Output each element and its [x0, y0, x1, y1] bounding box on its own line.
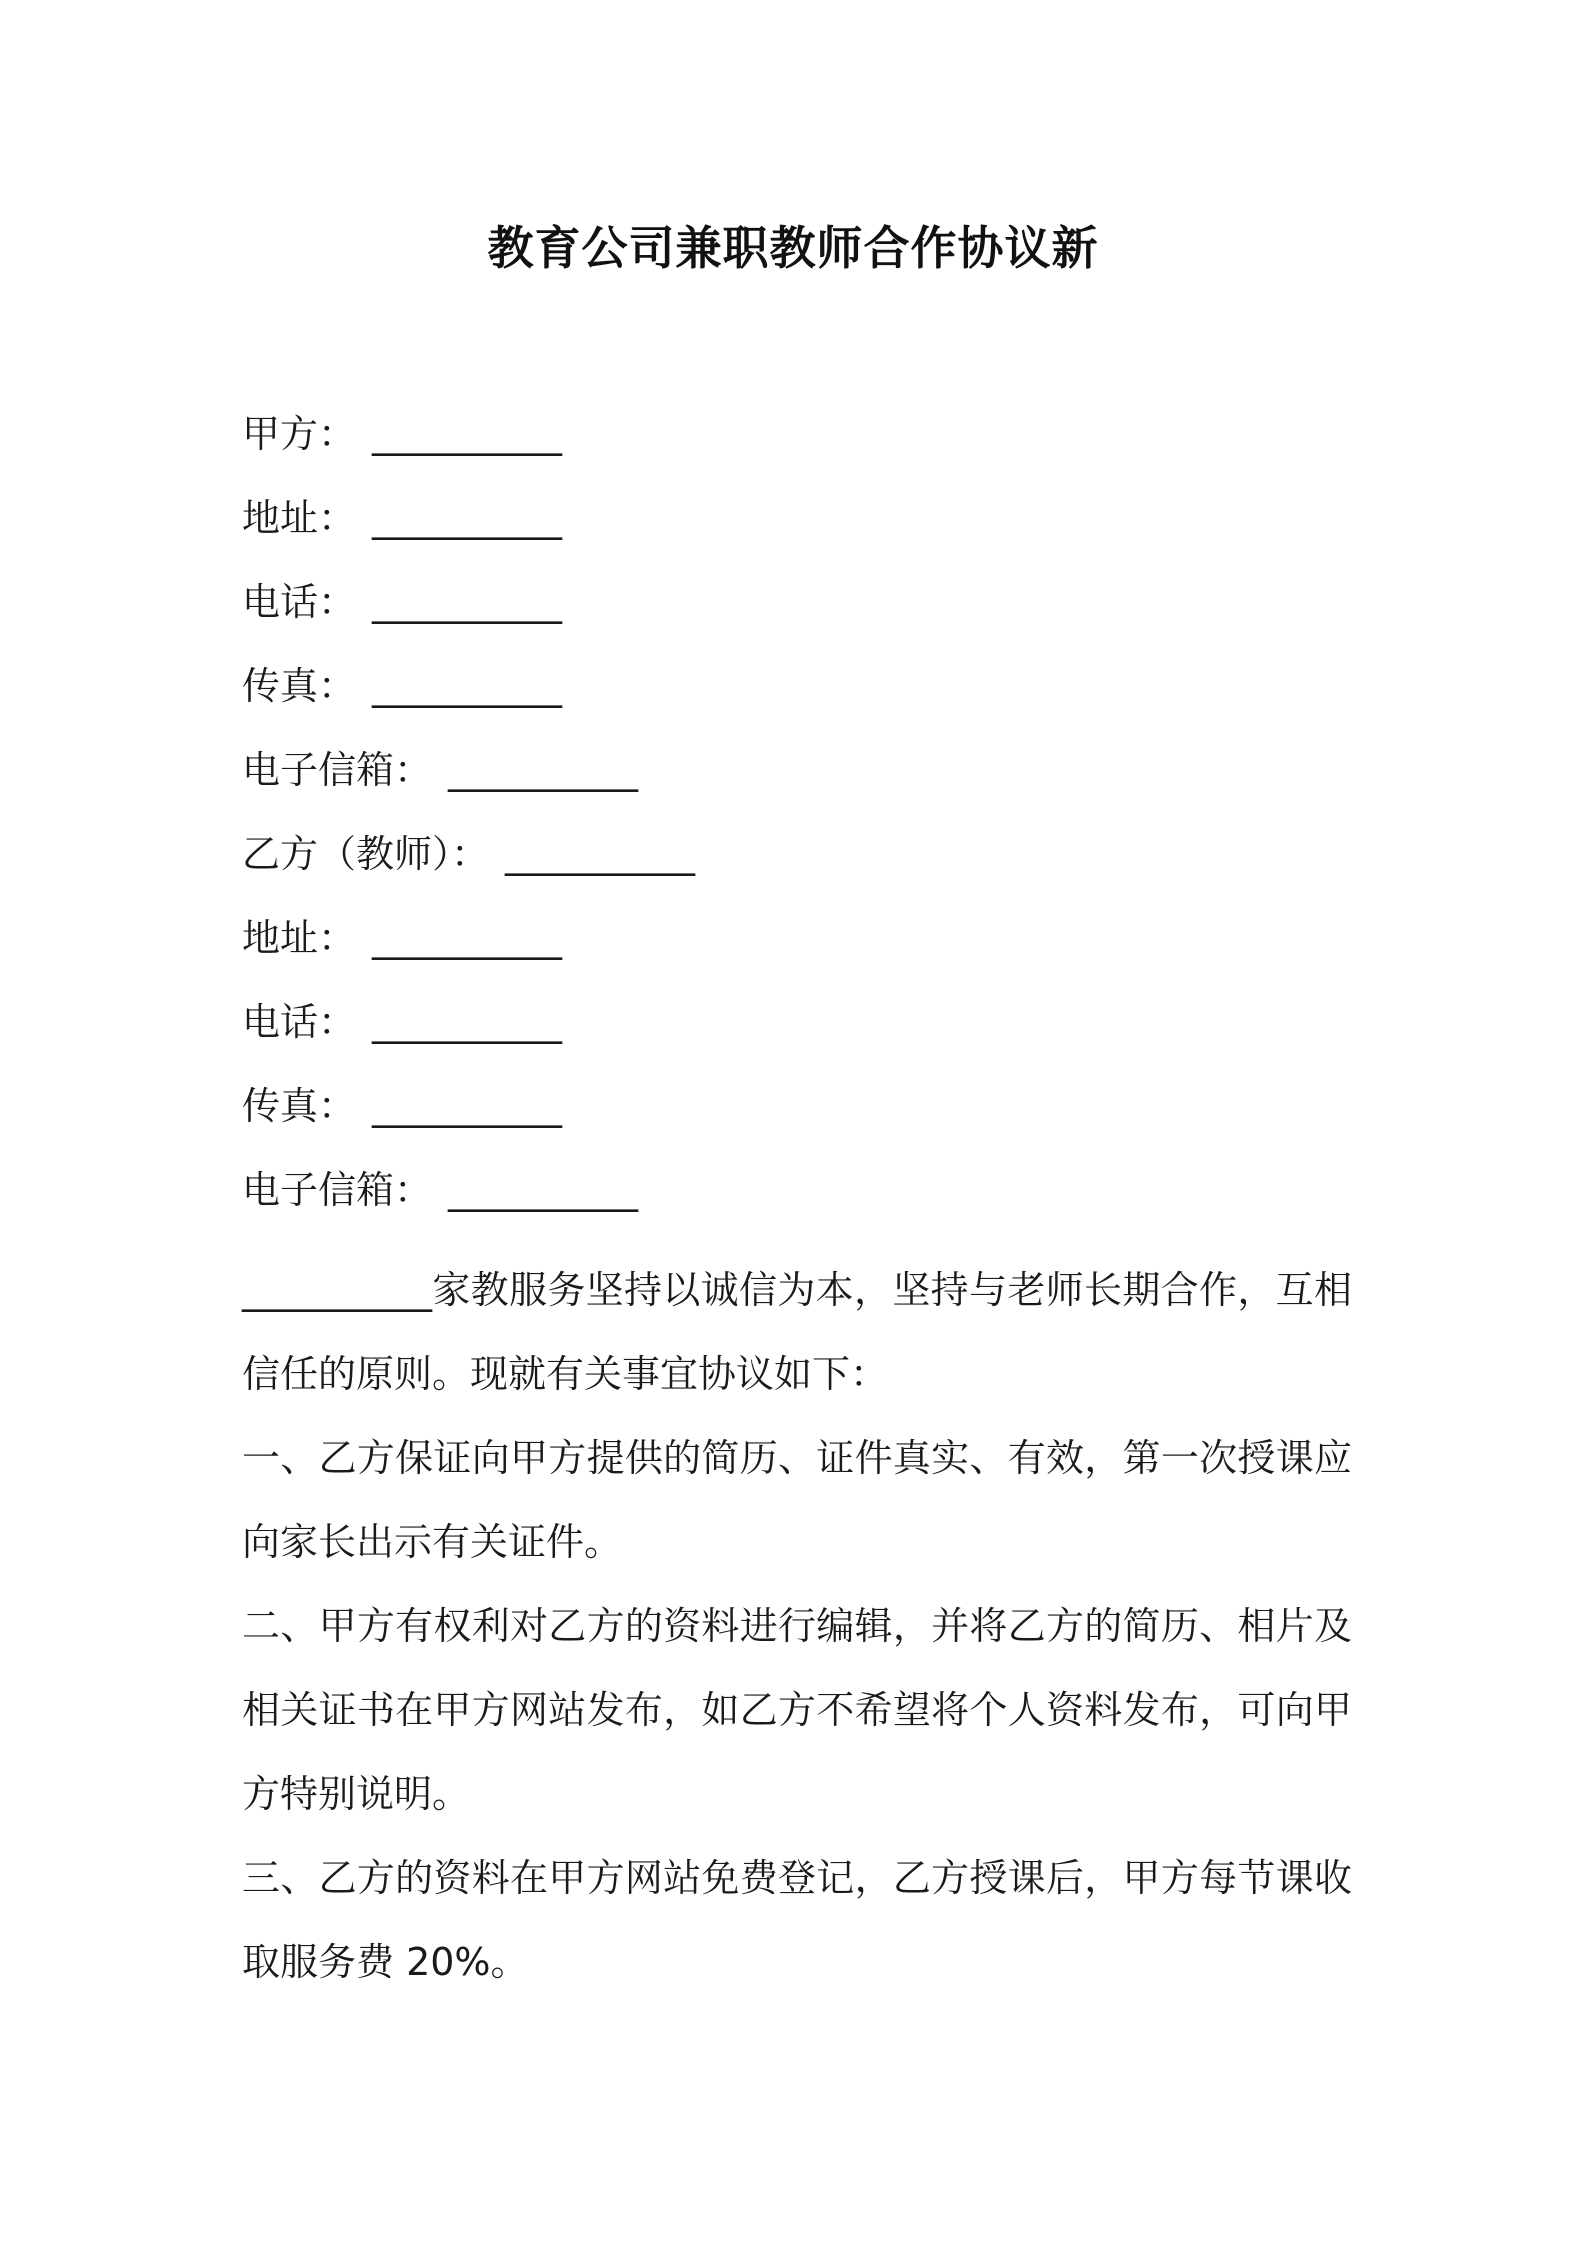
party-a-name-label: 甲方： — [242, 412, 357, 456]
clause-2: 二、甲方有权利对乙方的资料进行编辑，并将乙方的简历、相片及相关证书在甲方网站发布，如乙方不希望将个人资料发布，可向甲方特别说明。 — [242, 1604, 1352, 1816]
party-a-phone-blank: __________ — [372, 580, 563, 624]
party-a-phone-label: 电话： — [242, 580, 357, 624]
party-a-phone-line — [242, 576, 1352, 660]
document-body — [242, 408, 1352, 2004]
party-b-fax-label: 传真： — [242, 1084, 357, 1128]
party-b-address-label: 地址： — [242, 916, 357, 960]
party-b-name-blank: __________ — [505, 832, 696, 876]
clause-1: 一、乙方保证向甲方提供的简历、证件真实、有效，第一次授课应向家长出示有关证件。 — [242, 1436, 1352, 1564]
party-a-address-blank: __________ — [372, 496, 563, 540]
party-a-address-label: 地址： — [242, 496, 357, 540]
clause-3: 三、乙方的资料在甲方网站免费登记，乙方授课后，甲方每节课收取服务费 20%。 — [242, 1856, 1352, 1984]
intro-blank: __________ — [242, 1268, 432, 1312]
party-a-fax-label: 传真： — [242, 664, 357, 708]
party-b-phone-label: 电话： — [242, 1000, 357, 1044]
party-b-email-line — [242, 1164, 1352, 1248]
party-b-email-label: 电子信箱： — [242, 1168, 433, 1212]
party-a-name-line — [242, 408, 1352, 492]
party-a-email-line — [242, 744, 1352, 828]
party-b-fax-line — [242, 1080, 1352, 1164]
party-a-fax-line — [242, 660, 1352, 744]
party-b-address-blank: __________ — [372, 916, 563, 960]
party-a-email-label: 电子信箱： — [242, 748, 433, 792]
party-b-fax-blank: __________ — [372, 1084, 563, 1128]
party-a-name-blank: __________ — [372, 412, 563, 456]
party-b-name-label: 乙方（教师）： — [242, 832, 490, 876]
intro-text: 家教服务坚持以诚信为本，坚持与老师长期合作，互相信任的原则。现就有关事宜协议如下： — [242, 1268, 1352, 1396]
party-a-address-line — [242, 492, 1352, 576]
party-b-address-line — [242, 912, 1352, 996]
intro-paragraph — [242, 1248, 1352, 1416]
party-b-name-line — [242, 828, 1352, 912]
party-b-phone-line — [242, 996, 1352, 1080]
party-a-email-blank: __________ — [448, 748, 639, 792]
party-a-fax-blank: __________ — [372, 664, 563, 708]
party-b-email-blank: __________ — [448, 1168, 639, 1212]
document-title: 教育公司兼职教师合作协议新 — [487, 221, 1099, 275]
party-b-phone-blank: __________ — [372, 1000, 563, 1044]
